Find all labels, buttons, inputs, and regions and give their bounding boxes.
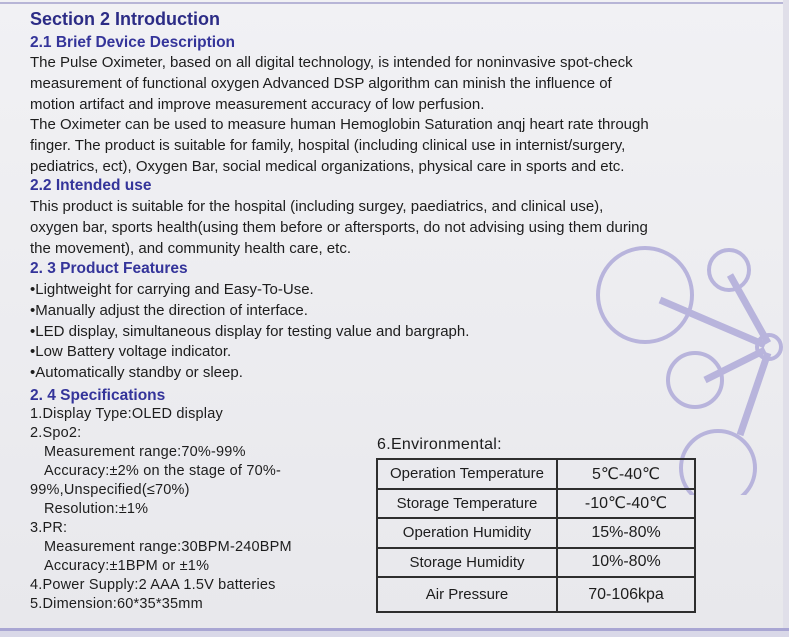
- spec-line: Accuracy:±2% on the stage of 70%-: [44, 463, 282, 479]
- text-line: The Oximeter can be used to measure human Hemoglobin Saturation anqj heart rate through: [30, 116, 649, 134]
- table-row: [377, 548, 695, 578]
- spec-line: Measurement range:70%-99%: [44, 444, 246, 460]
- environmental-title: 6.Environmental:: [377, 436, 502, 453]
- specs-list: [30, 405, 292, 614]
- list-item: •Manually adjust the direction of interface.: [30, 301, 308, 319]
- table-cell-value: 5℃-40℃: [557, 459, 695, 489]
- spec-line: 2.Spo2:: [30, 425, 82, 441]
- spec-line: 1.Display Type:OLED display: [30, 406, 223, 422]
- intended-heading: 2.2 Intended use: [30, 177, 152, 194]
- table-row: [377, 518, 695, 548]
- table-row: [377, 577, 695, 612]
- text-line: measurement of functional oxygen Advanced DSP algorithm can minish the influence of: [30, 74, 612, 92]
- spec-line: 4.Power Supply:2 AAA 1.5V batteries: [30, 577, 276, 593]
- table-cell-label: Operation Temperature: [377, 459, 557, 489]
- spec-line: Accuracy:±1BPM or ±1%: [44, 558, 210, 574]
- spec-line: 3.PR:: [30, 520, 68, 536]
- list-item: •LED display, simultaneous display for testing value and bargraph.: [30, 322, 470, 340]
- environmental-table: [376, 458, 696, 613]
- text-line: finger. The product is suitable for family, hospital (including clinical use in internist/surgery,: [30, 137, 626, 155]
- table-cell-value: 15%-80%: [557, 518, 695, 548]
- intended-paragraph: [30, 197, 770, 259]
- table-row: [377, 489, 695, 519]
- specs-heading: 2. 4 Specifications: [30, 387, 166, 404]
- spec-line: 5.Dimension:60*35*35mm: [30, 596, 203, 612]
- text-line: The Pulse Oximeter, based on all digital technology, is intended for noninvasive spot-check: [30, 54, 633, 71]
- list-item: •Low Battery voltage indicator.: [30, 343, 232, 361]
- features-list: [30, 280, 469, 384]
- brief-heading: 2.1 Brief Device Description: [30, 34, 236, 51]
- spec-line: Measurement range:30BPM-240BPM: [44, 539, 292, 555]
- table-cell-label: Storage Humidity: [377, 548, 557, 578]
- right-edge: [783, 0, 789, 637]
- table-cell-label: Air Pressure: [377, 577, 557, 612]
- list-item: •Lightweight for carrying and Easy-To-Use.: [30, 281, 314, 298]
- molecule-decoration-icon: [590, 235, 783, 495]
- table-cell-label: Operation Humidity: [377, 518, 557, 548]
- bottom-band: [0, 631, 789, 637]
- spec-line: Resolution:±1%: [44, 501, 149, 517]
- table-cell-value: 70-106kpa: [557, 577, 695, 612]
- text-line: motion artifact and improve measurement accuracy of low perfusion.: [30, 95, 485, 113]
- list-item: •Automatically standby or sleep.: [30, 364, 243, 382]
- top-rule: [0, 2, 789, 4]
- table-row: [377, 459, 695, 489]
- text-line: oxygen bar, sports health(using them before or aftersports, do not advising using them during: [30, 218, 648, 236]
- text-line: the movement), and community health care, etc.: [30, 239, 351, 257]
- section-title: Section 2 Introduction: [30, 9, 221, 29]
- brief-paragraph: [30, 53, 770, 178]
- table-cell-label: Storage Temperature: [377, 489, 557, 519]
- table-cell-value: 10%-80%: [557, 548, 695, 578]
- text-line: This product is suitable for the hospital (including surgey, paediatrics, and clinical use),: [30, 198, 604, 215]
- table-cell-value: -10℃-40℃: [557, 489, 695, 519]
- spec-line: 99%,Unspecified(≤70%): [30, 482, 190, 498]
- features-heading: 2. 3 Product Features: [30, 260, 188, 277]
- text-line: pediatrics, ect), Oxygen Bar, social medical organizations, physical care in sports and etc.: [30, 157, 625, 175]
